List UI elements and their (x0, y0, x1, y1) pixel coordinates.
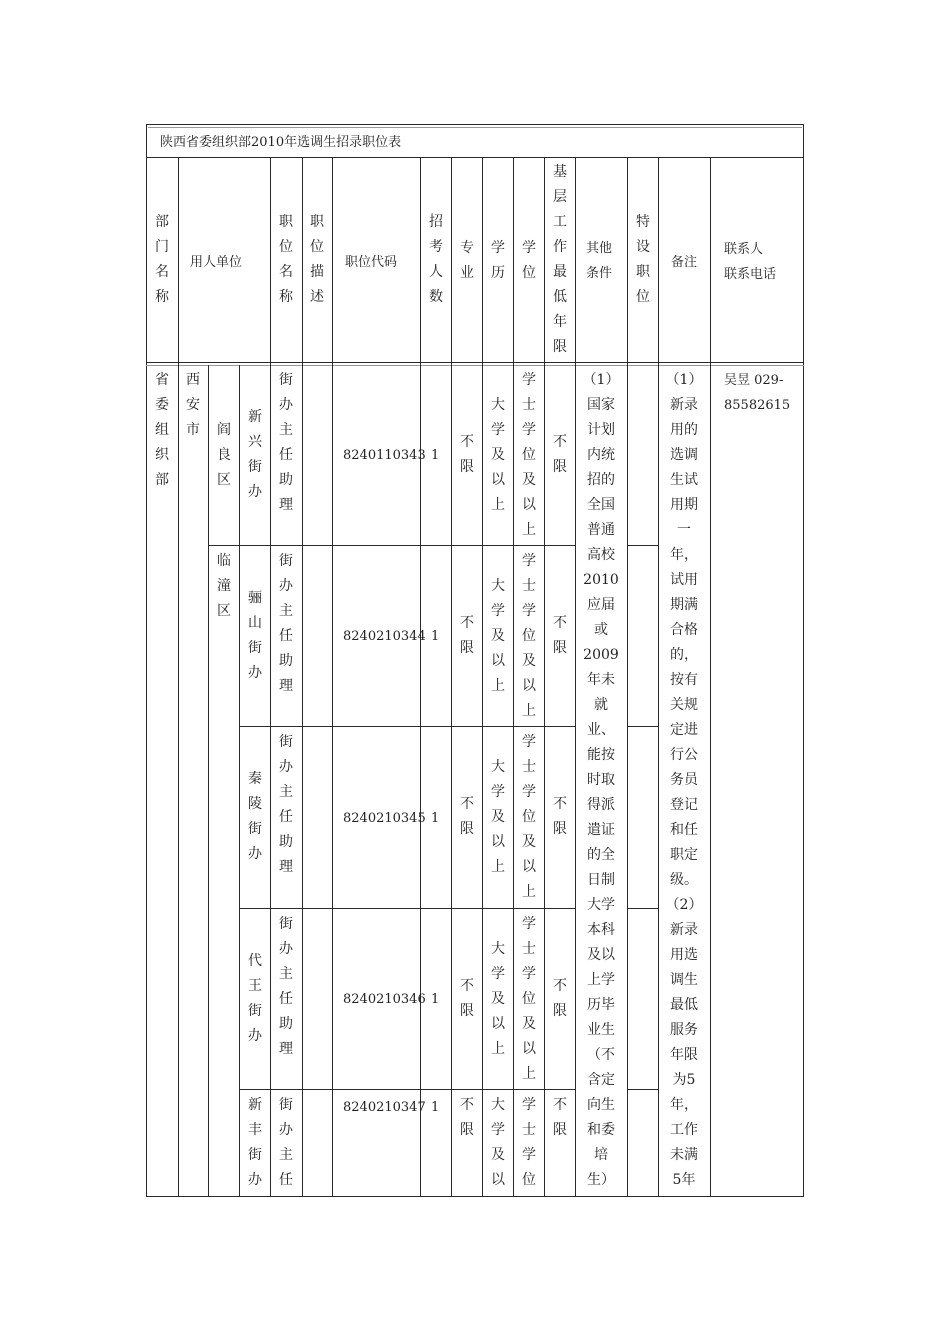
header-position-name: 职 位 名 称 (279, 214, 293, 305)
col-sep (420, 157, 421, 1196)
table-title: 陕西省委组织部2010年选调生招录职位表 (160, 135, 402, 150)
row-position: 街 办 主 任 (279, 1097, 293, 1188)
row-position: 街 办 主 任 助 理 (279, 734, 293, 875)
header-dept: 部 门 名 称 (155, 214, 169, 305)
row-count: 1 (431, 1100, 440, 1115)
col-sep (575, 157, 576, 1196)
row-count: 1 (431, 629, 440, 644)
col-sep (710, 157, 711, 1196)
row-major: 不 限 (460, 796, 474, 837)
col-sep (482, 157, 483, 1196)
row-divider (208, 545, 332, 546)
row-years: 不 限 (553, 796, 567, 837)
row-divider (239, 908, 332, 909)
table-border-top-inner (148, 127, 802, 128)
row-office: 新 兴 街 办 (248, 409, 262, 500)
table-border-left (146, 124, 147, 1197)
row-education: 大 学 及 以 上 (491, 759, 505, 875)
row-count: 1 (431, 992, 440, 1007)
city-name: 西 安 市 (186, 372, 200, 438)
header-recruit-count: 招 考 人 数 (429, 214, 443, 305)
col-sep (239, 365, 240, 1196)
row-divider (627, 908, 658, 909)
header-degree: 学 位 (522, 240, 536, 281)
contact-name-phone: 吴昱 029- (724, 373, 784, 388)
header-position-code: 职位代码 (345, 255, 398, 270)
row-office: 骊 山 街 办 (248, 590, 262, 681)
header-remarks: 备注 (671, 255, 698, 270)
row-degree: 学 士 学 位 及 以 上 (522, 553, 536, 719)
row-degree: 学 士 学 位 及 以 上 (522, 734, 536, 900)
header-major: 专 业 (460, 240, 474, 281)
col-sep (332, 157, 333, 1196)
row-years: 不 限 (553, 434, 567, 475)
row-position: 街 办 主 任 助 理 (279, 372, 293, 513)
table-border-bottom (146, 1196, 804, 1197)
row-divider (332, 726, 575, 727)
table-border-right (803, 124, 804, 1197)
row-divider (332, 908, 575, 909)
col-sep (208, 365, 209, 1196)
col-sep (270, 157, 271, 1196)
row-degree: 学 士 学 位 及 以 上 (522, 372, 536, 538)
row-divider (239, 726, 332, 727)
col-sep (302, 157, 303, 1196)
row-position: 街 办 主 任 助 理 (279, 916, 293, 1057)
district-1: 阎 良 区 (217, 422, 231, 488)
col-sep (544, 157, 545, 1196)
header-divider-inner (146, 365, 804, 366)
row-major: 不 限 (460, 434, 474, 475)
header-min-years: 基 层 工 作 最 低 年 限 (553, 164, 567, 355)
header-special: 特 设 职 位 (636, 214, 650, 305)
row-code: 8240210347 (343, 1100, 426, 1115)
header-unit: 用人单位 (190, 255, 243, 270)
district-2: 临 潼 区 (217, 553, 231, 619)
col-sep (178, 157, 179, 1196)
row-divider (627, 1089, 658, 1090)
row-education: 大 学 及 以 上 (491, 397, 505, 513)
row-count: 1 (431, 448, 440, 463)
row-code: 8240210346 (343, 992, 426, 1007)
row-office: 新 丰 街 办 (248, 1097, 262, 1188)
row-code: 8240210345 (343, 811, 426, 826)
col-sep (658, 157, 659, 1196)
row-degree: 学 士 学 位 及 以 上 (522, 916, 536, 1082)
row-major: 不 限 (460, 1097, 474, 1138)
row-degree: 学 士 学 位 (522, 1097, 536, 1188)
row-divider (332, 545, 575, 546)
dept-name: 省 委 组 织 部 (155, 372, 169, 488)
row-code: 8240110343 (343, 448, 426, 463)
row-major: 不 限 (460, 978, 474, 1019)
row-code: 8240210344 (343, 629, 426, 644)
col-sep (451, 157, 452, 1196)
col-sep (513, 157, 514, 1196)
header-education: 学 历 (491, 240, 505, 281)
header-other: 其他条件 (586, 241, 613, 281)
row-divider (627, 545, 658, 546)
contact-phone-rest: 85582615 (724, 398, 791, 413)
remarks: （1） 新录 用的 选调 生试 用期 一 年， 试用 期满 合格 的， 按有 关规 定进 行公 务员 登记 和任 职定 级。 （2） 新录 用选 调生 最低 服务 年限 为5 年， 工作 未满 5年 (665, 372, 703, 1188)
title-divider (146, 157, 804, 158)
row-years: 不 限 (553, 978, 567, 1019)
other-conditions: （1） 国家 计划 内统 招的 全国 普通 高校 2010 应届 或 2009 年未 就 业、 能按 时取 得派 遣证 的全 日制 大学 本科 及以 上学 历毕 业生 （不 含定 向生 和委 培 生） (582, 372, 620, 1188)
row-office: 代 王 街 办 (248, 953, 262, 1044)
table-border-top (146, 124, 804, 125)
header-contact-phone: 联系电话 (724, 267, 777, 282)
row-years: 不 限 (553, 615, 567, 656)
row-years: 不 限 (553, 1097, 567, 1138)
row-divider (239, 1089, 332, 1090)
row-education: 大 学 及 以 上 (491, 941, 505, 1057)
row-count: 1 (431, 811, 440, 826)
col-sep (627, 157, 628, 1196)
row-education: 大 学 及 以 上 (491, 578, 505, 694)
row-position: 街 办 主 任 助 理 (279, 553, 293, 694)
row-education: 大 学 及 以 (491, 1097, 505, 1188)
header-divider (146, 362, 804, 363)
row-divider (627, 726, 658, 727)
header-contact: 联系人 (724, 242, 764, 257)
header-position-desc: 职 位 描 述 (310, 214, 324, 305)
row-divider (332, 1089, 575, 1090)
row-major: 不 限 (460, 615, 474, 656)
row-office: 秦 陵 街 办 (248, 771, 262, 862)
